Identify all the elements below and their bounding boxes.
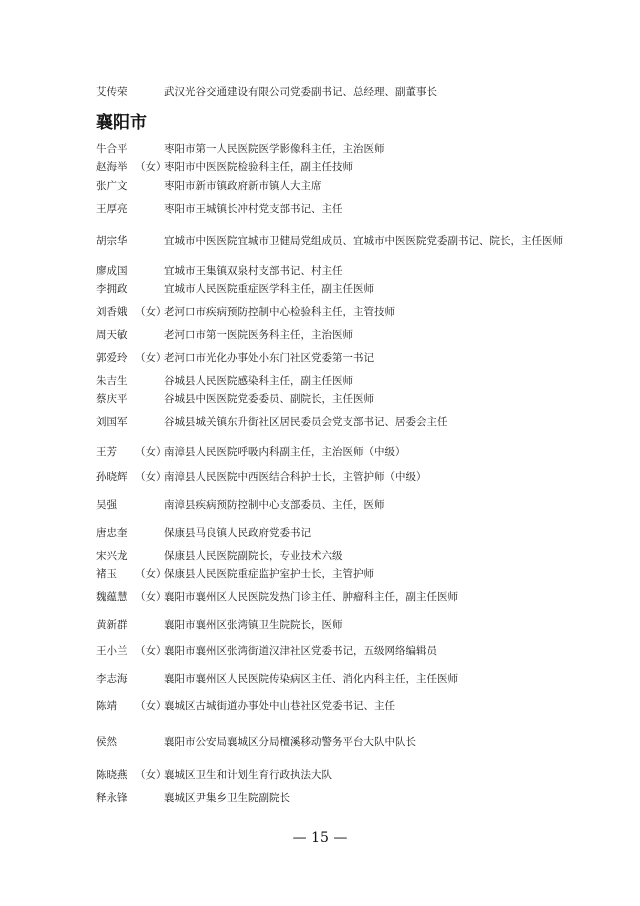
person-name: 黄新群 [96, 619, 128, 631]
person-name: 褚玉 [96, 568, 117, 580]
list-item [0, 733, 640, 751]
list-item [0, 177, 640, 195]
person-title: 襄阳市襄州区张湾街道汉津社区党委书记，五级网络编辑员 [164, 645, 437, 657]
person-gender: （女） [135, 471, 167, 483]
person-gender: （女） [135, 352, 167, 364]
list-item [0, 443, 640, 461]
list-item [0, 496, 640, 514]
list-item [0, 349, 640, 367]
person-title: 南漳县人民医院中西医结合科护士长，主管护师（中级） [164, 471, 427, 483]
person-title: 枣阳市中医医院检验科主任，副主任技师 [164, 161, 353, 173]
person-title: 保康县人民医院副院长，专业技术六级 [164, 550, 343, 562]
person-title: 襄阳市公安局襄城区分局檀溪移动警务平台大队中队长 [164, 736, 416, 748]
person-name: 朱吉生 [96, 375, 128, 387]
person-title: 武汉光谷交通建设有限公司党委副书记、总经理、副董事长 [164, 86, 437, 98]
person-gender: （女） [135, 306, 167, 318]
list-item [0, 326, 640, 344]
person-title: 老河口市第一医院医务科主任，主治医师 [164, 329, 353, 341]
person-name: 李志海 [96, 673, 128, 685]
person-title: 谷城县城关镇东升街社区居民委员会党支部书记、居委会主任 [164, 416, 448, 428]
list-item [0, 766, 640, 784]
person-name: 陈靖 [96, 700, 117, 712]
list-item [0, 642, 640, 660]
page-number: — 15 — [292, 830, 348, 846]
list-item [0, 616, 640, 634]
person-title: 南漳县疾病预防控制中心支部委员、主任，医师 [164, 499, 385, 511]
person-name: 刘国军 [96, 416, 128, 428]
person-title: 枣阳市新市镇政府新市镇人大主席 [164, 180, 322, 192]
list-item [0, 588, 640, 606]
list-item [0, 468, 640, 486]
list-item [0, 524, 640, 542]
person-name: 艾传荣 [96, 86, 128, 98]
person-name: 释永锋 [96, 792, 128, 804]
person-title: 保康县马良镇人民政府党委书记 [164, 527, 311, 539]
person-title: 襄阳市襄州区张湾镇卫生院院长，医师 [164, 619, 343, 631]
person-name: 宋兴龙 [96, 550, 128, 562]
person-gender: （女） [135, 700, 167, 712]
person-title: 襄城区尹集乡卫生院副院长 [164, 792, 290, 804]
person-title: 谷城县中医医院党委委员、副院长，主任医师 [164, 393, 374, 405]
person-title: 老河口市疾病预防控制中心检验科主任，主管技师 [164, 306, 395, 318]
person-name: 赵海举 [96, 161, 128, 173]
person-title: 宜城市王集镇双泉村支部书记、村主任 [164, 265, 343, 277]
list-item [0, 390, 640, 408]
person-title: 枣阳市第一人民医院医学影像科主任，主治医师 [164, 143, 385, 155]
person-name: 侯然 [96, 736, 117, 748]
person-gender: （女） [135, 568, 167, 580]
person-name: 唐忠奎 [96, 527, 128, 539]
person-gender: （女） [135, 161, 167, 173]
person-name: 牛合平 [96, 143, 128, 155]
list-item [0, 83, 640, 101]
list-item [0, 140, 640, 158]
person-name: 刘香娥 [96, 306, 128, 318]
person-name: 王小兰 [96, 645, 128, 657]
person-name: 孙晓辉 [96, 471, 128, 483]
person-title: 襄阳市襄州区人民医院发热门诊主任、肿瘤科主任，副主任医师 [164, 591, 458, 603]
person-title: 南漳县人民医院呼吸内科副主任，主治医师（中级） [164, 446, 406, 458]
list-item [0, 547, 640, 565]
section-title: 襄阳市 [96, 113, 147, 133]
person-title: 老河口市光化办事处小东门社区党委第一书记 [164, 352, 374, 364]
list-item [0, 565, 640, 583]
person-title: 谷城县人民医院感染科主任，副主任医师 [164, 375, 353, 387]
person-title: 宜城市人民医院重症医学科主任，副主任医师 [164, 283, 374, 295]
person-name: 王厚亮 [96, 203, 128, 215]
person-title: 襄阳市襄州区人民医院传染病区主任、消化内科主任，主任医师 [164, 673, 458, 685]
list-item [0, 670, 640, 688]
list-item [0, 303, 640, 321]
person-name: 廖成国 [96, 265, 128, 277]
person-gender: （女） [135, 446, 167, 458]
person-name: 李拥政 [96, 283, 128, 295]
person-title: 枣阳市王城镇长冲村党支部书记、主任 [164, 203, 343, 215]
list-item [0, 372, 640, 390]
person-name: 周天敏 [96, 329, 128, 341]
list-item [0, 200, 640, 218]
person-name: 郭爱玲 [96, 352, 128, 364]
person-title: 宜城市中医医院宜城市卫健局党组成员、宜城市中医医院党委副书记、院长，主任医师 [164, 235, 563, 247]
list-item [0, 262, 640, 280]
person-title: 保康县人民医院重症监护室护士长，主管护师 [164, 568, 374, 580]
person-name: 陈晓燕 [96, 769, 128, 781]
list-item [0, 413, 640, 431]
list-item [0, 158, 640, 176]
list-item [0, 789, 640, 807]
person-gender: （女） [135, 645, 167, 657]
list-item [0, 697, 640, 715]
person-name: 胡宗华 [96, 235, 128, 247]
person-name: 魏蕴慧 [96, 591, 128, 603]
person-name: 张广文 [96, 180, 128, 192]
person-name: 吴强 [96, 499, 117, 511]
person-name: 王芳 [96, 446, 117, 458]
list-item [0, 232, 640, 250]
person-gender: （女） [135, 591, 167, 603]
person-title: 襄城区古城街道办事处中山巷社区党委书记、主任 [164, 700, 395, 712]
person-gender: （女） [135, 769, 167, 781]
person-title: 襄城区卫生和计划生育行政执法大队 [164, 769, 332, 781]
person-name: 蔡庆平 [96, 393, 128, 405]
list-item [0, 280, 640, 298]
